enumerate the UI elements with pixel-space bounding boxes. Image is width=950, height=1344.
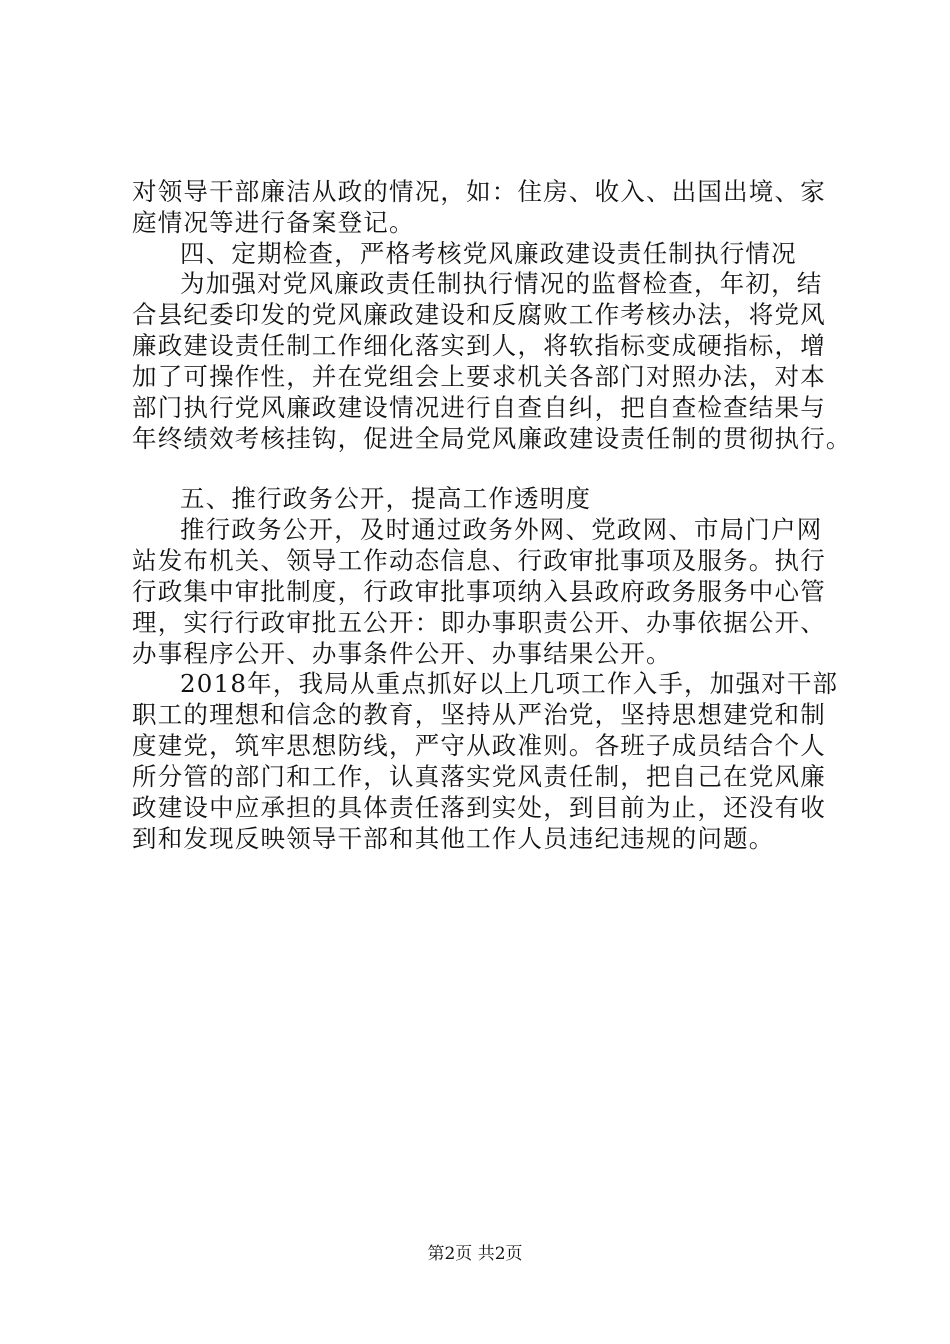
body-text-line: 对领导干部廉洁从政的情况，如：住房、收入、出国出境、家 [132,177,826,206]
body-text-line: 部门执行党风廉政建设情况进行自查自纠，把自查检查结果与 [132,393,826,422]
body-text-line: 职工的理想和信念的教育，坚持从严治党，坚持思想建党和制 [132,700,826,729]
body-text-line: 度建党，筑牢思想防线，严守从政准则。各班子成员结合个人 [132,731,826,760]
section-heading-5: 五、推行政务公开，提高工作透明度 [180,484,592,513]
body-text-line: 站发布机关、领导工作动态信息、行政审批事项及服务。执行 [132,546,826,575]
page-footer: 第2页 共2页 [427,1244,523,1264]
body-text-line: 到和发现反映领导干部和其他工作人员违纪违规的问题。 [132,824,775,853]
body-text-line: 政建设中应承担的具体责任落到实处，到目前为止，还没有收 [132,793,826,822]
body-text-line: 加了可操作性，并在党组会上要求机关各部门对照办法，对本 [132,362,826,391]
body-text-line: 庭情况等进行备案登记。 [132,208,415,237]
body-text-line: 合县纪委印发的党风廉政建设和反腐败工作考核办法，将党风 [132,300,826,329]
body-text-line: 年终绩效考核挂钩，促进全局党风廉政建设责任制的贯彻执行。 [132,424,852,453]
body-text-line: 廉政建设责任制工作细化落实到人，将软指标变成硬指标，增 [132,331,826,360]
body-text-line: 推行政务公开，及时通过政务外网、党政网、市局门户网 [180,515,823,544]
body-text-line: 办事程序公开、办事条件公开、办事结果公开。 [132,639,672,668]
body-text-line: 理，实行行政审批五公开：即办事职责公开、办事依据公开、 [132,608,826,637]
body-text-line: 2018年，我局从重点抓好以上几项工作入手，加强对干部 [180,669,839,698]
body-text-line: 所分管的部门和工作，认真落实党风责任制，把自己在党风廉 [132,762,826,791]
section-heading-4: 四、定期检查，严格考核党风廉政建设责任制执行情况 [180,239,797,268]
body-text-line: 行政集中审批制度，行政审批事项纳入县政府政务服务中心管 [132,577,826,606]
body-text-line: 为加强对党风廉政责任制执行情况的监督检查，年初，结 [180,269,823,298]
